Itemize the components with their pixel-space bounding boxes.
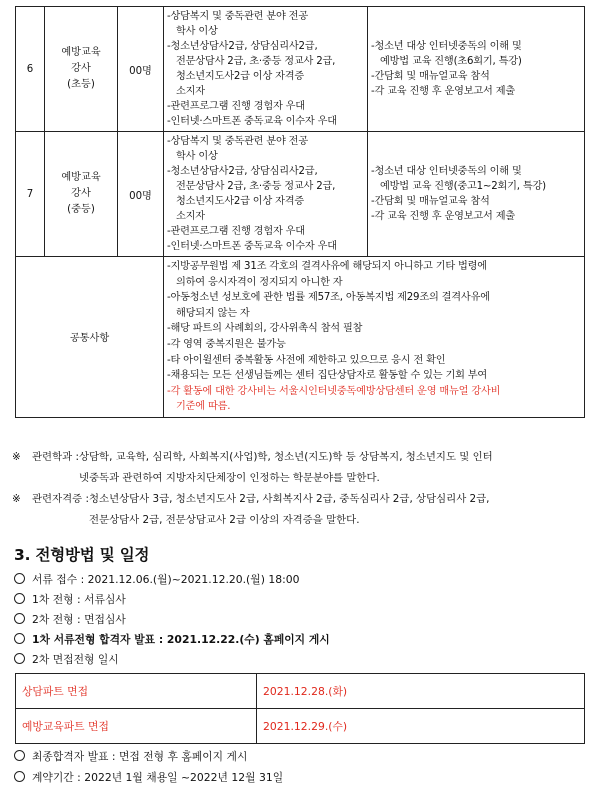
qualification-line: -상담복지 및 중독관련 분야 전공: [167, 136, 308, 147]
qualification-line: 소지자: [176, 86, 205, 97]
note-body: [79, 447, 592, 489]
position-line: 예방교육: [61, 172, 101, 183]
common-line: -채용되는 모든 선생님들께는 센터 집단상담자로 활동할 수 있는 기회 부여: [167, 370, 488, 382]
interview-table: [15, 673, 585, 744]
qualification-line: 전문상담사 2급, 초·중등 정교사 2급,: [176, 181, 336, 192]
note-row: [12, 489, 592, 531]
schedule-item-text: 서류 접수 : 2021.12.06.(월)~2021.12.20.(월) 18:00: [32, 573, 300, 586]
duties-cell: [368, 132, 585, 257]
duties-cell: [368, 7, 585, 132]
row-number: 7: [16, 132, 45, 257]
interview-part: 예방교육파트 면접: [16, 709, 257, 744]
recruit-table: [15, 6, 585, 418]
qualification-line: -관련프로그램 진행 경험자 우대: [167, 226, 305, 237]
duty-line: -간담회 및 매뉴얼교육 참석: [371, 196, 490, 207]
common-line: 해당되지 않는 자: [176, 307, 250, 319]
note-line: 넷중독과 관련하여 지방자치단체장이 인정하는 학문분야를 말한다.: [78, 472, 380, 484]
position-line: 예방교육: [61, 47, 101, 58]
note-label: 관련자격증 :: [32, 493, 89, 505]
section-title: 3. 전형방법 및 일정: [14, 546, 150, 564]
qualification-line: 소지자: [176, 211, 205, 222]
qualification-line: -상담복지 및 중독관련 분야 전공: [167, 11, 308, 22]
notes: [12, 447, 592, 531]
schedule-list-after: [14, 746, 283, 788]
schedule-list: [14, 570, 330, 670]
common-line: -해당 파트의 사례회의, 강사위촉식 참석 필참: [167, 323, 363, 335]
circle-bullet-icon: [14, 750, 25, 761]
note-mark: ※: [12, 493, 21, 505]
position-cell: [45, 132, 118, 257]
note-row: [12, 447, 592, 489]
schedule-item: [14, 746, 283, 767]
table-row: [16, 132, 585, 257]
row-number: 6: [16, 7, 45, 132]
schedule-item-text: 최종합격자 발표 : 면접 전형 후 홈페이지 게시: [32, 750, 248, 763]
schedule-item-text: 1차 서류전형 합격자 발표 : 2021.12.22.(수) 홈페이지 게시: [32, 633, 330, 646]
qualification-line: 학사 이상: [176, 26, 218, 37]
common-line: 의하여 응시자격이 정지되지 아니한 자: [176, 276, 343, 288]
note-body: [89, 489, 592, 531]
qualification-line: -청소년상담사2급, 상담심리사2급,: [167, 166, 318, 177]
interview-date: 2021.12.29.(수): [257, 709, 585, 744]
schedule-item-text: 2차 전형 : 면접심사: [32, 613, 126, 626]
duty-line: -간담회 및 매뉴얼교육 참석: [371, 71, 490, 82]
qualification-line: 청소년지도사2급 이상 자격증: [176, 196, 305, 207]
schedule-item: [14, 650, 330, 670]
schedule-item: [14, 570, 330, 590]
circle-bullet-icon: [14, 653, 25, 664]
common-line: -타 아이윌센터 중복활동 사전에 제한하고 있으므로 응시 전 확인: [167, 354, 446, 366]
schedule-item-text: 2차 면접전형 일시: [32, 653, 119, 666]
interview-row: [16, 709, 585, 744]
duty-line: 예방법 교육 진행(중고1~2회기, 특강): [380, 181, 546, 192]
note-line: 상담학, 교육학, 심리학, 사회복지(사업)학, 청소년(지도)학 등 상담복지, 청소년지도 및 인터: [78, 451, 493, 463]
table-row: [16, 7, 585, 132]
schedule-item-text: 1차 전형 : 서류심사: [32, 593, 126, 606]
circle-bullet-icon: [14, 613, 25, 624]
qualification-line: 학사 이상: [176, 151, 218, 162]
qualifications-cell: [164, 7, 368, 132]
common-label: 공통사항: [16, 257, 164, 418]
duty-line: -청소년 대상 인터넷중독의 이해 및: [371, 166, 522, 177]
duty-line: -청소년 대상 인터넷중독의 이해 및: [371, 41, 522, 52]
common-row: [16, 257, 585, 418]
interview-row: [16, 674, 585, 709]
interview-date: 2021.12.28.(화): [257, 674, 585, 709]
schedule-item-text: 계약기간 : 2022년 1월 채용일 ~2022년 12월 31일: [32, 771, 284, 784]
schedule-item: [14, 767, 283, 788]
interview-part: 상담파트 면접: [16, 674, 257, 709]
common-line: -아동청소년 성보호에 관한 법률 제57조, 아동복지법 제29조의 결격사유에: [167, 292, 490, 304]
headcount: 00명: [118, 132, 164, 257]
common-line: -지방공무원법 제 31조 각호의 결격사유에 해당되지 아니하고 기타 법령에: [167, 261, 487, 272]
qualification-line: 청소년지도사2급 이상 자격증: [176, 71, 305, 82]
common-line: -각 활동에 대한 강사비는 서울시인터넷중독예방상담센터 운영 매뉴얼 강사비: [167, 385, 501, 397]
position-line: (중등): [67, 204, 95, 215]
circle-bullet-icon: [14, 593, 25, 604]
note-label: 관련학과 :: [32, 451, 79, 463]
duty-line: 예방법 교육 진행(초6회기, 특강): [380, 56, 522, 67]
schedule-item: [14, 630, 330, 650]
common-line: 기준에 따름.: [176, 401, 231, 413]
duty-line: -각 교육 진행 후 운영보고서 제출: [371, 211, 516, 222]
qualification-line: -인터넷·스마트폰 중독교육 이수자 우대: [167, 116, 337, 127]
note-line: 전문상담사 2급, 전문상담교사 2급 이상의 자격증을 말한다.: [89, 514, 360, 526]
qualification-line: -청소년상담사2급, 상담심리사2급,: [167, 41, 318, 52]
schedule-item: [14, 590, 330, 610]
qualification-line: 전문상담사 2급, 초·중등 정교사 2급,: [176, 56, 336, 67]
qualifications-cell: [164, 132, 368, 257]
schedule-item: [14, 610, 330, 630]
qualification-line: -관련프로그램 진행 경험자 우대: [167, 101, 305, 112]
common-line: -각 영역 중복지원은 불가능: [167, 338, 286, 350]
position-line: 강사: [71, 63, 91, 74]
circle-bullet-icon: [14, 633, 25, 644]
duty-line: -각 교육 진행 후 운영보고서 제출: [371, 86, 516, 97]
position-cell: [45, 7, 118, 132]
common-cell: [164, 257, 585, 418]
position-line: (초등): [67, 79, 95, 90]
note-line: 청소년상담사 3급, 청소년지도사 2급, 사회복지사 2급, 중독심리사 2급, 상담심리사 2급,: [89, 493, 490, 505]
note-mark: ※: [12, 451, 21, 463]
position-line: 강사: [71, 188, 91, 199]
headcount: 00명: [118, 7, 164, 132]
circle-bullet-icon: [14, 771, 25, 782]
qualification-line: -인터넷·스마트폰 중독교육 이수자 우대: [167, 241, 337, 252]
circle-bullet-icon: [14, 573, 25, 584]
